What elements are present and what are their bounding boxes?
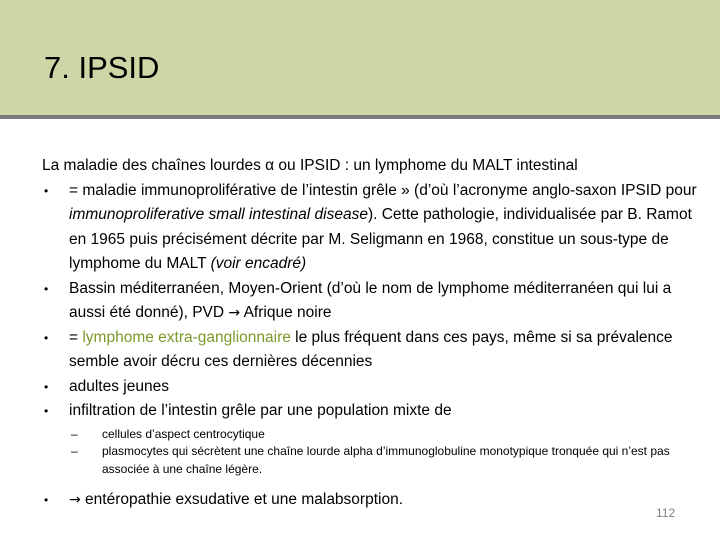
bullet-text: ). Cette pathologie, individualisée par B. Ramot en 1965 puis précisément décrite par M. Seligmann en 1968, constitue un sous-type de lymphome du MALT: [69, 206, 692, 272]
bullet-text-italic: (voir encadré): [210, 255, 307, 272]
sub-bullet-marker: –: [71, 444, 78, 458]
page-number: 112: [656, 506, 676, 520]
sub-bullet-text: plasmocytes qui sécrètent une chaîne lourde alpha d’immunoglobuline monotypique tronquée qui n’est pas associée à une chaîne légère.: [102, 444, 670, 476]
title-bar: [0, 0, 720, 119]
slide-content: [42, 154, 710, 513]
bullet-text: entéropathie exsudative et une malabsorption.: [80, 491, 404, 508]
bullet-text: infiltration de l’intestin grêle par une population mixte de: [69, 402, 452, 419]
bullet-marker: •: [44, 379, 49, 394]
bullet-item: [42, 399, 710, 478]
arrow-right-icon: →: [69, 492, 81, 508]
arrow-right-icon: →: [228, 305, 241, 321]
bullet-marker: •: [44, 281, 49, 296]
sub-bullet-item: [69, 426, 710, 444]
bullet-item: [42, 326, 710, 375]
bullet-item: [42, 375, 710, 400]
slide-title: 7. IPSID: [44, 50, 160, 85]
bullet-text: =: [69, 328, 83, 346]
bullet-marker: •: [44, 183, 49, 198]
slide-heading: La maladie des chaînes lourdes α ou IPSID : un lymphome du MALT intestinal: [42, 157, 578, 174]
bullet-item: [42, 488, 710, 513]
sub-bullet-list: [69, 426, 710, 479]
highlight-text: lymphome extra-ganglionnaire: [82, 328, 291, 346]
bullet-text: = maladie immunoproliférative de l’intestin grêle » (d’où l’acronyme anglo-saxon IPSID pour: [69, 181, 697, 199]
bullet-text: Afrique noire: [240, 304, 332, 321]
bullet-marker: •: [44, 330, 49, 345]
bullet-text: Bassin méditerranéen, Moyen-Orient (d’où le nom de lymphome méditerranéen qui lui a aussi été donné), PVD: [69, 279, 672, 321]
bullet-item: [42, 277, 710, 326]
bullet-list: [42, 179, 710, 513]
sub-bullet-item: [69, 443, 710, 478]
bullet-text: adultes jeunes: [69, 377, 169, 395]
sub-bullet-text: cellules d’aspect centrocytique: [102, 426, 265, 441]
bullet-text-italic: immunoproliferative small intestinal disease: [69, 206, 368, 223]
bullet-marker: •: [44, 493, 49, 507]
bullet-text: le plus fréquent dans ces pays, même si sa prévalence semble avoir décru ces dernières décennies: [69, 328, 673, 370]
bullet-item: [42, 179, 710, 277]
bullet-marker: •: [44, 404, 49, 418]
sub-bullet-marker: –: [71, 426, 78, 441]
